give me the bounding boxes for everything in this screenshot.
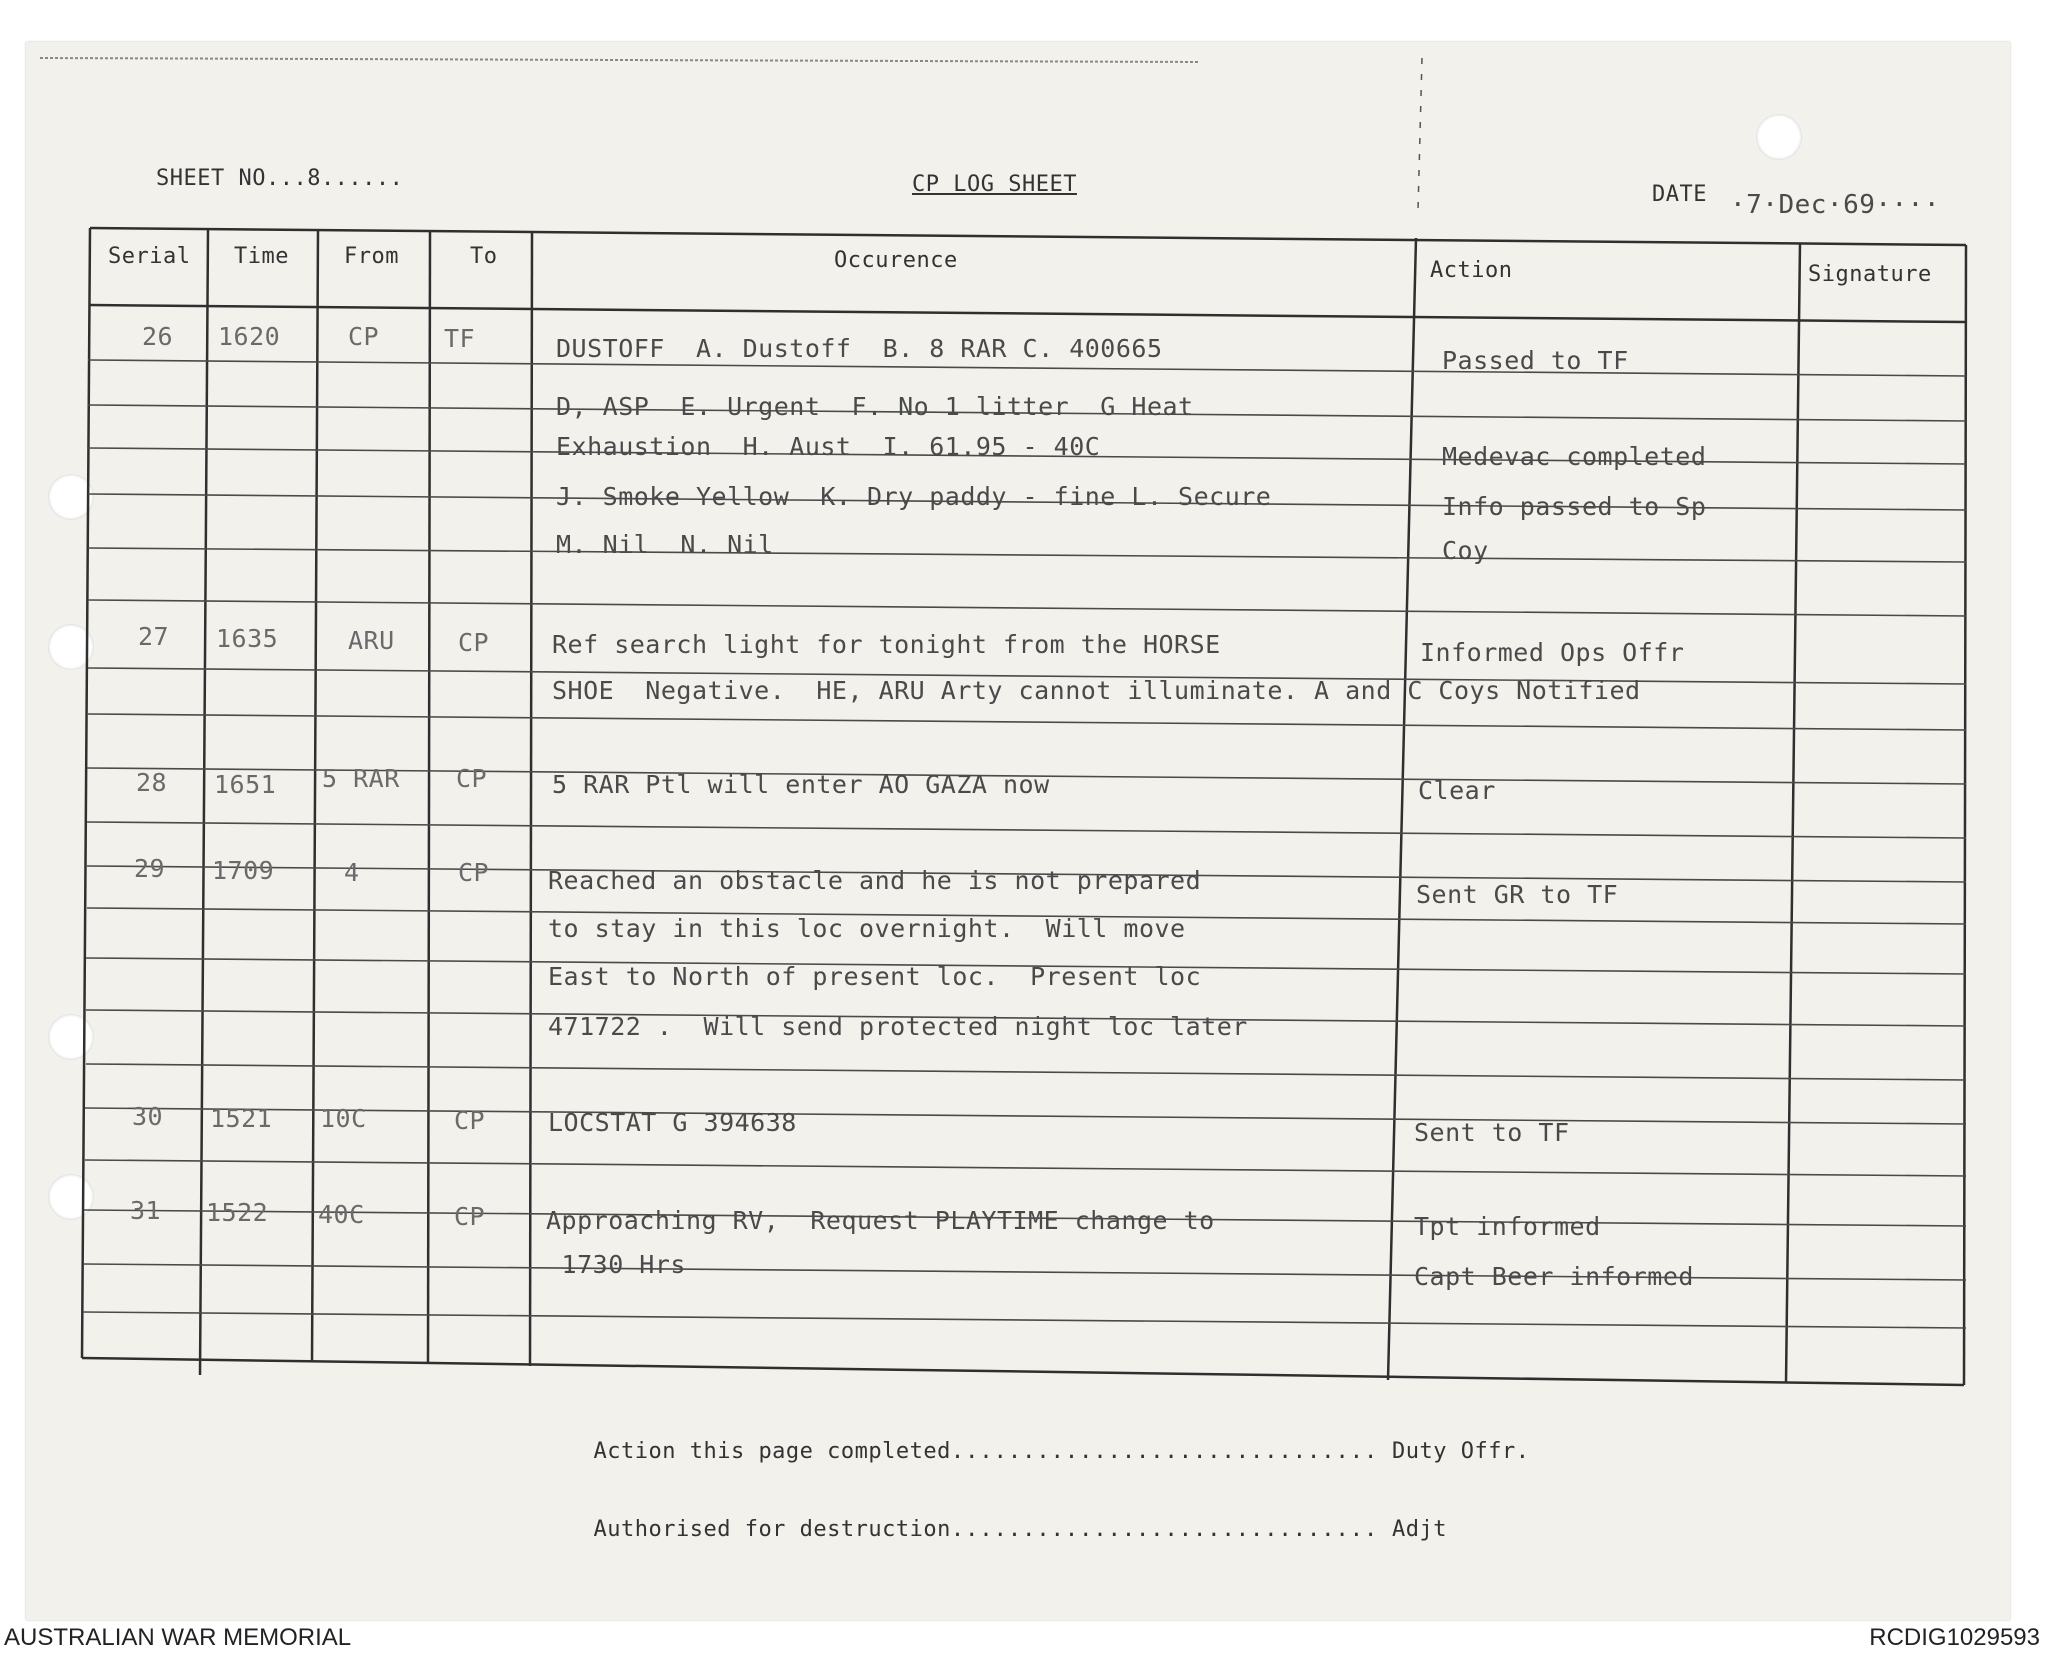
action-line: Clear — [1418, 776, 1496, 805]
col-header-from: From — [344, 244, 399, 269]
entry-from: 10C — [320, 1104, 367, 1133]
entry-time: 1620 — [218, 322, 281, 351]
entry-serial: 30 — [132, 1102, 164, 1131]
occurrence-line: Approaching RV, Request PLAYTIME change to — [546, 1206, 1215, 1235]
destruction-label: Authorised for destruction — [593, 1517, 951, 1542]
occurrence-line: Exhaustion H. Aust I. 61.95 - 40C — [556, 432, 1101, 461]
entry-to: CP — [454, 1202, 486, 1231]
dotted-leader: .............................. — [950, 1439, 1379, 1464]
entry-to: CP — [458, 858, 490, 887]
page-title: CP LOG SHEET — [912, 172, 1077, 197]
action-line: Passed to TF — [1442, 346, 1629, 375]
occurrence-line: LOCSTAT G 394638 — [548, 1108, 797, 1137]
entry-serial: 28 — [136, 768, 168, 797]
entry-time: 1521 — [210, 1104, 273, 1133]
col-header-time: Time — [234, 244, 289, 269]
action-line: Medevac completed — [1442, 442, 1707, 471]
col-header-action: Action — [1430, 258, 1513, 283]
archive-reference: RCDIG1029593 — [1869, 1624, 2040, 1651]
occurrence-line: DUSTOFF A. Dustoff B. 8 RAR C. 400665 — [556, 334, 1163, 363]
occurrence-line: 471722 . Will send protected night loc later — [548, 1012, 1248, 1041]
action-line: Tpt informed — [1414, 1212, 1601, 1241]
entry-to: CP — [456, 764, 488, 793]
sheet-number: SHEET NO...8...... — [156, 166, 404, 191]
entry-serial: 26 — [142, 322, 174, 351]
entry-from: CP — [348, 322, 380, 351]
entry-time: 1651 — [214, 770, 277, 799]
completion-suffix: Duty Offr. — [1391, 1439, 1530, 1464]
completion-label: Action this page completed — [593, 1439, 951, 1464]
col-header-serial: Serial — [108, 244, 191, 269]
occurrence-line: East to North of present loc. Present loc — [548, 962, 1202, 991]
entry-time: 1709 — [212, 856, 275, 885]
occurrence-line: D, ASP E. Urgent F. No 1 litter G Heat — [556, 392, 1194, 421]
action-line: Sent to TF — [1414, 1118, 1570, 1147]
action-line: Coy — [1442, 536, 1489, 565]
entry-time: 1635 — [216, 624, 279, 653]
dotted-leader: .............................. — [950, 1517, 1379, 1542]
completion-line — [566, 1414, 1529, 1464]
entry-serial: 27 — [138, 622, 170, 651]
entry-to: CP — [454, 1106, 486, 1135]
occurrence-line: J. Smoke Yellow K. Dry paddy - fine L. Secure — [556, 482, 1272, 511]
entry-time: 1522 — [206, 1198, 269, 1227]
occurrence-line: M. Nil N. Nil — [556, 530, 774, 559]
occurrence-line: 1730 Hrs — [546, 1250, 686, 1279]
entry-serial: 29 — [134, 854, 166, 883]
occurrence-line: 5 RAR Ptl will enter AO GAZA now — [552, 770, 1050, 799]
col-header-to: To — [470, 244, 498, 269]
entry-serial: 31 — [130, 1196, 162, 1225]
entry-from: 4 — [344, 858, 360, 887]
col-header-signature: Signature — [1808, 262, 1932, 287]
destruction-line — [566, 1492, 1447, 1542]
occurrence-line: Reached an obstacle and he is not prepared — [548, 866, 1202, 895]
date-value: ·7·Dec·69···· — [1730, 190, 1940, 220]
action-line: Capt Beer informed — [1414, 1262, 1694, 1291]
archive-name: AUSTRALIAN WAR MEMORIAL — [4, 1624, 352, 1651]
occurrence-line: to stay in this loc overnight. Will move — [548, 914, 1186, 943]
occurrence-line: Ref search light for tonight from the HORSE — [552, 630, 1221, 659]
entry-from: 40C — [318, 1200, 365, 1229]
col-header-occurrence: Occurence — [834, 248, 958, 273]
entry-to: TF — [444, 324, 476, 353]
entry-from: 5 RAR — [322, 764, 400, 793]
date-label: DATE — [1652, 182, 1707, 207]
entry-from: ARU — [348, 626, 395, 655]
entry-to: CP — [458, 628, 490, 657]
action-line: Info passed to Sp — [1442, 492, 1707, 521]
destruction-suffix: Adjt — [1391, 1517, 1447, 1542]
occurrence-line: SHOE Negative. HE, ARU Arty cannot illuminate. A and C Coys Notified — [552, 676, 1641, 705]
action-line: Informed Ops Offr — [1420, 638, 1685, 667]
action-line: Sent GR to TF — [1416, 880, 1619, 909]
